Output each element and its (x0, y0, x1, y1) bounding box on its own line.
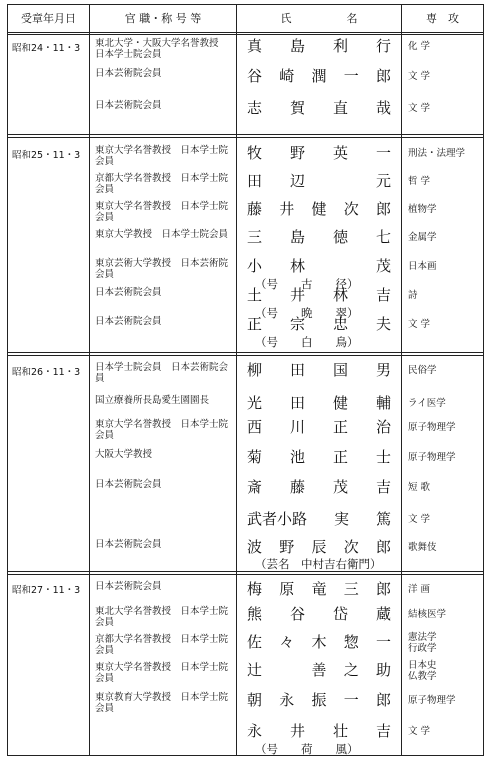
name-char: 吉 (375, 478, 391, 496)
group-rule (7, 137, 484, 138)
column-rule (7, 4, 8, 756)
name-char: 郎 (375, 67, 391, 85)
specialty-line: 仏教学 (408, 671, 437, 682)
specialty-cell: 短 歌 (408, 482, 431, 493)
name-char: 西 (247, 418, 263, 436)
name-char: 一 (343, 67, 359, 85)
name-char: 田 (247, 172, 263, 190)
name-char: 之 (343, 661, 359, 679)
name-char: 原 (279, 580, 295, 598)
name-char: 谷 (289, 605, 305, 623)
specialty-cell: 文 学 (408, 103, 431, 114)
name-char: 健 (332, 394, 348, 412)
name-char (333, 256, 348, 276)
name-char: 潤 (311, 67, 327, 85)
specialty-cell: 民俗学 (408, 365, 437, 376)
person-name (247, 36, 391, 56)
position-cell: 日本芸術院会員 (95, 316, 162, 327)
specialty-cell: 歌舞伎 (408, 542, 437, 553)
name-char: 朝 (247, 691, 263, 709)
person-name (247, 143, 391, 163)
specialty-cell: 文 学 (408, 71, 431, 82)
group-rule (7, 355, 484, 356)
position-cell: 日本芸術院会員 (95, 68, 162, 79)
award-date: 昭和25・11・3 (12, 150, 81, 161)
position-cell: 東京教育大学教授 日本学士院会員 (95, 692, 229, 714)
name-char: 佐 (247, 633, 263, 651)
person-name (247, 393, 391, 413)
position-cell: 国立療養所長島愛生園園長 (95, 395, 210, 406)
name-char: 宗 (289, 315, 305, 333)
name-char: 梅 (247, 580, 263, 598)
name-char: 一 (375, 144, 391, 162)
name-char: 吉 (375, 722, 391, 740)
name-char: 善 (311, 661, 327, 679)
name-char: 々 (279, 633, 295, 651)
header-rule (7, 32, 484, 35)
name-char: 斎 (247, 478, 263, 496)
name-char: 士 (375, 448, 391, 466)
name-char: 郎 (375, 200, 391, 218)
group-rule (7, 352, 484, 353)
pen-name-note: （号 古 径） (255, 277, 359, 291)
position-cell: 東北大学名誉教授 日本学士院会員 (95, 606, 229, 628)
position-cell: 東京大学教授 日本学士院会員 (95, 229, 229, 240)
person-name (247, 477, 391, 497)
name-char: 三 (343, 580, 359, 598)
name-char: 徳 (332, 228, 348, 246)
name-char: 野 (279, 538, 295, 556)
name-char: 行 (375, 37, 391, 55)
position-cell: 日本芸術院会員 (95, 539, 162, 550)
name-char: 次 (343, 200, 359, 218)
column-rule (89, 4, 90, 756)
specialty-cell: 文 学 (408, 726, 431, 737)
position-cell: 東京芸術大学教授 日本芸術院会員 (95, 258, 229, 280)
specialty-cell: 詩 (408, 290, 418, 301)
name-char: 永 (279, 691, 295, 709)
specialty-cell: 哲 学 (408, 176, 431, 187)
name-char: 男 (375, 361, 391, 379)
person-name (247, 256, 391, 276)
person-name (247, 314, 391, 334)
name-char: 川 (289, 418, 305, 436)
name-char: 辰 (311, 538, 327, 556)
name-char: 篤 (375, 510, 391, 528)
name-char: 茂 (375, 257, 391, 275)
name-char: 真 (247, 37, 263, 55)
specialty-cell: 洋 画 (408, 584, 431, 595)
name-char: 辻 (247, 661, 263, 679)
specialty-cell (408, 632, 484, 654)
name-char: 志 (247, 99, 263, 117)
position-cell: 大阪大学教授 (95, 449, 153, 460)
person-name (247, 509, 391, 529)
person-name (247, 690, 391, 710)
position-cell: 日本芸術院会員 (95, 100, 162, 111)
name-char: 正 (332, 448, 348, 466)
name-char: 助 (375, 661, 391, 679)
position-cell: 日本芸術院会員 (95, 479, 162, 490)
name-char: 藤 (289, 478, 305, 496)
person-name (247, 579, 391, 599)
name-char: 輔 (375, 394, 391, 412)
position-cell: 京都大学名誉教授 日本学士院会員 (95, 634, 229, 656)
name-char: 壮 (332, 722, 348, 740)
name-char (333, 171, 348, 191)
name-char: 忠 (332, 315, 348, 333)
person-name (247, 447, 391, 467)
pen-name-note: （芸名 中村吉右衛門） (255, 557, 382, 571)
name-char: 武者小路 (247, 510, 308, 528)
name-char: 振 (311, 691, 327, 709)
name-char: 谷 (247, 67, 263, 85)
name-char: 竜 (311, 580, 327, 598)
name-char: 直 (332, 99, 348, 117)
person-name (247, 537, 391, 557)
name-char: 林 (332, 286, 348, 304)
name-char: 小 (247, 257, 263, 275)
column-rule (401, 4, 402, 756)
name-char: 元 (375, 172, 391, 190)
name-char: 吉 (375, 286, 391, 304)
person-name (247, 66, 391, 86)
name-char: 野 (289, 144, 305, 162)
person-name (247, 660, 391, 680)
position-cell: 日本芸術院会員 (95, 581, 162, 592)
name-char: 夫 (375, 315, 391, 333)
specialty-cell: 原子物理学 (408, 422, 456, 433)
award-date: 昭和27・11・3 (12, 585, 81, 596)
name-char: 蔵 (375, 605, 391, 623)
specialty-cell: 原子物理学 (408, 695, 456, 706)
name-char: 健 (311, 200, 327, 218)
specialty-cell: 植物学 (408, 204, 437, 215)
specialty-line: 行政学 (408, 643, 437, 654)
position-cell: 東京大学名誉教授 日本学士院会員 (95, 419, 229, 441)
name-char: 正 (332, 418, 348, 436)
pen-name-note: （号 晩 翠） (255, 306, 359, 320)
group-rule (7, 134, 484, 135)
name-char: 永 (247, 722, 263, 740)
name-char: 田 (289, 361, 305, 379)
name-char: 一 (343, 691, 359, 709)
position-cell: 東京大学名誉教授 日本学士院会員 (95, 145, 229, 167)
group-rule (7, 574, 484, 575)
name-char: 井 (289, 286, 305, 304)
person-name (247, 360, 391, 380)
name-char: 治 (375, 418, 391, 436)
top-rule (7, 4, 484, 5)
header-award-date: 受章年月日 (21, 12, 76, 25)
name-char: 井 (289, 722, 305, 740)
specialty-cell: 文 学 (408, 319, 431, 330)
header-position: 官 職・称 号 等 (124, 12, 202, 25)
position-cell: 東京大学名誉教授 日本学士院会員 (95, 662, 229, 684)
name-char: 利 (332, 37, 348, 55)
name-char: 一 (375, 633, 391, 651)
specialty-cell (408, 660, 484, 682)
specialty-cell: 刑法・法理学 (408, 148, 466, 159)
name-char: 次 (343, 538, 359, 556)
name-char: 実 (333, 510, 349, 528)
name-char: 牧 (247, 144, 263, 162)
specialty-cell: 日本画 (408, 261, 437, 272)
name-char: 三 (247, 228, 263, 246)
name-char: 木 (311, 633, 327, 651)
name-char: 土 (247, 286, 263, 304)
person-name (247, 721, 391, 741)
name-char: 正 (247, 315, 263, 333)
name-char: 波 (247, 538, 263, 556)
pen-name-note: （号 荷 風） (255, 742, 359, 756)
name-char: 郎 (375, 538, 391, 556)
name-char: 熊 (247, 605, 263, 623)
column-rule (236, 4, 237, 756)
name-char: 惣 (343, 633, 359, 651)
name-char: 英 (332, 144, 348, 162)
name-char: 柳 (247, 361, 263, 379)
name-char: 藤 (247, 200, 263, 218)
position-cell: 東京大学名誉教授 日本学士院会員 (95, 201, 229, 223)
name-char: 菊 (247, 448, 263, 466)
person-name (247, 604, 391, 624)
name-char: 賀 (289, 99, 305, 117)
name-char: 島 (289, 228, 305, 246)
specialty-cell: 結核医学 (408, 609, 447, 620)
name-char: 井 (279, 200, 295, 218)
name-char: 国 (332, 361, 348, 379)
position-cell: 日本学士院会員 日本芸術院会員 (95, 362, 229, 384)
name-char: 岱 (332, 605, 348, 623)
award-date: 昭和26・11・3 (12, 367, 81, 378)
name-char: 郎 (375, 580, 391, 598)
name-char: 池 (289, 448, 305, 466)
pen-name-note: （号 白 鳥） (255, 335, 359, 349)
header-field: 専 攻 (426, 12, 459, 25)
name-char: 島 (289, 37, 305, 55)
specialty-cell: 文 学 (408, 514, 431, 525)
name-char: 林 (289, 257, 305, 275)
person-name (247, 98, 391, 118)
name-char: 哉 (375, 99, 391, 117)
specialty-line: 憲法学 (408, 632, 437, 643)
name-char (279, 660, 294, 680)
award-date: 昭和24・11・3 (12, 43, 81, 54)
group-rule (7, 571, 484, 572)
name-char: 辺 (289, 172, 305, 190)
position-cell: 日本芸術院会員 (95, 287, 162, 298)
name-char: 田 (289, 394, 305, 412)
specialty-cell: 化 学 (408, 41, 431, 52)
header-name: 氏 名 (280, 12, 358, 25)
person-name (247, 285, 391, 305)
person-name (247, 417, 391, 437)
specialty-cell: ライ医学 (408, 398, 446, 409)
bottom-rule (7, 755, 484, 756)
person-name (247, 199, 391, 219)
position-cell: 京都大学名誉教授 日本学士院会員 (95, 173, 229, 195)
specialty-cell: 原子物理学 (408, 452, 456, 463)
person-name (247, 632, 391, 652)
name-char: 七 (375, 228, 391, 246)
specialty-line: 日本史 (408, 660, 437, 671)
position-cell: 東北大学・大阪大学名誉教授 日本学士院会員 (95, 38, 229, 60)
name-char: 光 (247, 394, 263, 412)
name-char: 崎 (279, 67, 295, 85)
name-char: 茂 (332, 478, 348, 496)
person-name (247, 171, 391, 191)
person-name (247, 227, 391, 247)
specialty-cell: 金属学 (408, 232, 437, 243)
name-char: 郎 (375, 691, 391, 709)
